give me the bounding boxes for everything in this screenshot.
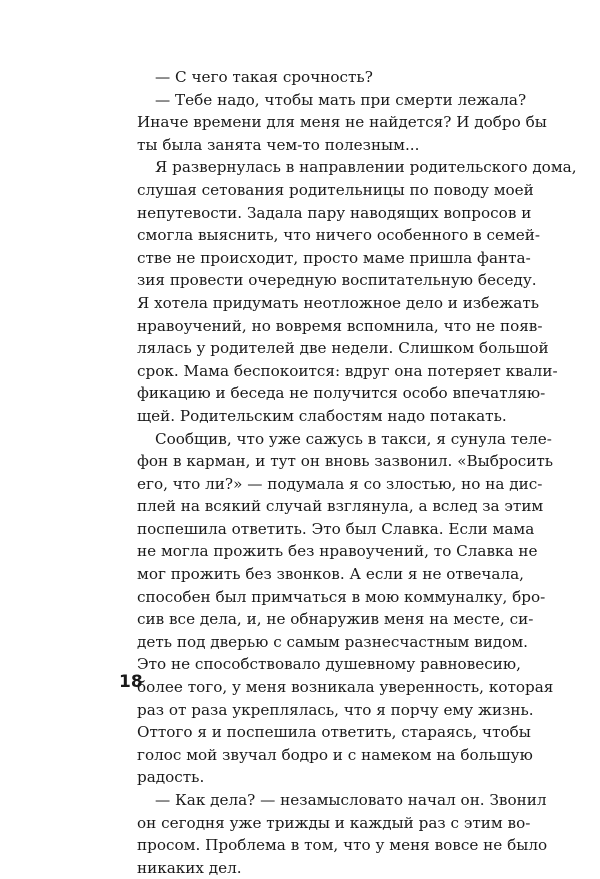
text-line: — Как дела? — незамысловато начал он. Звонил — [155, 791, 547, 809]
text-line: Это не способствовало душевному равновесию, — [137, 655, 521, 674]
text-line: слушая сетования родительницы по поводу моей — [137, 180, 534, 199]
text-line: способен был примчаться в мою коммуналку, бро- — [137, 587, 546, 606]
text-line: более того, у меня возникала уверенность, которая — [137, 678, 554, 697]
text-line: зия провести очередную воспитательную беседу. — [137, 271, 537, 290]
text-line: срок. Мама беспокоится: вдруг она потеряет квали- — [137, 361, 558, 380]
text-line: Я хотела придумать неотложное дело и избежать — [137, 293, 539, 312]
text-line: просом. Проблема в том, что у меня вовсе не было — [137, 836, 548, 855]
text-line: лялась у родителей две недели. Слишком большой — [137, 339, 549, 358]
text-line: щей. Родительским слабостям надо потакать. — [137, 406, 507, 425]
text-line: голос мой звучал бодро и с намеком на большую — [137, 745, 533, 764]
paragraph — [119, 156, 577, 427]
text-line: раз от раза укреплялась, что я порчу ему жизнь. — [137, 700, 534, 719]
text-line: плей на всякий случай взглянула, а вслед за этим — [137, 497, 544, 516]
text-line: он сегодня уже трижды и каждый раз с этим во- — [137, 813, 531, 832]
text-line: мог прожить без звонков. А если я не отвечала, — [137, 565, 524, 584]
paragraph — [119, 428, 554, 790]
text-line: деть под дверью с самым разнесчастным видом. — [137, 632, 528, 651]
text-line: поспешила ответить. Это был Славка. Если мама — [137, 519, 535, 538]
paragraph — [119, 789, 548, 879]
text-line: фон в карман, и тут он вновь зазвонил. «Выбросить — [137, 452, 554, 471]
text-line: сив все дела, и, не обнаружив меня на месте, си- — [137, 610, 534, 629]
text-line: ты была занята чем-то полезным... — [137, 135, 420, 154]
text-line: Оттого я и поспешила ответить, стараясь, чтобы — [137, 723, 531, 742]
text-line: нравоучений, но вовремя вспомнила, что не появ- — [137, 316, 543, 335]
text-line: — Тебе надо, чтобы мать при смерти лежала? — [155, 90, 527, 109]
text-line: — С чего такая срочность? — [155, 68, 373, 86]
text-line: непутевости. Задала пару наводящих вопросов и — [137, 203, 532, 222]
text-line: никаких дел. — [137, 858, 242, 877]
text-line: фикацию и беседа не получится особо впечатляю- — [137, 384, 546, 403]
text-line: смогла выяснить, что ничего особенного в семей- — [137, 226, 541, 245]
paragraph — [119, 89, 547, 157]
text-line: стве не происходит, просто маме пришла фанта- — [137, 248, 531, 267]
text-line: Я развернулась в направлении родительского дома, — [155, 158, 577, 177]
text-line: не могла прожить без нравоучений, то Славка не — [137, 542, 538, 561]
text-line: его, что ли?» — подумала я со злостью, но на дис- — [137, 474, 543, 493]
page-number: 18 — [119, 672, 143, 692]
text-line: Иначе времени для меня не найдется? И добро бы — [137, 113, 547, 132]
text-line: Сообщив, что уже сажусь в такси, я сунула теле- — [155, 429, 552, 448]
text-line: радость. — [137, 768, 205, 787]
paragraph — [119, 66, 489, 89]
body-text — [119, 66, 577, 879]
